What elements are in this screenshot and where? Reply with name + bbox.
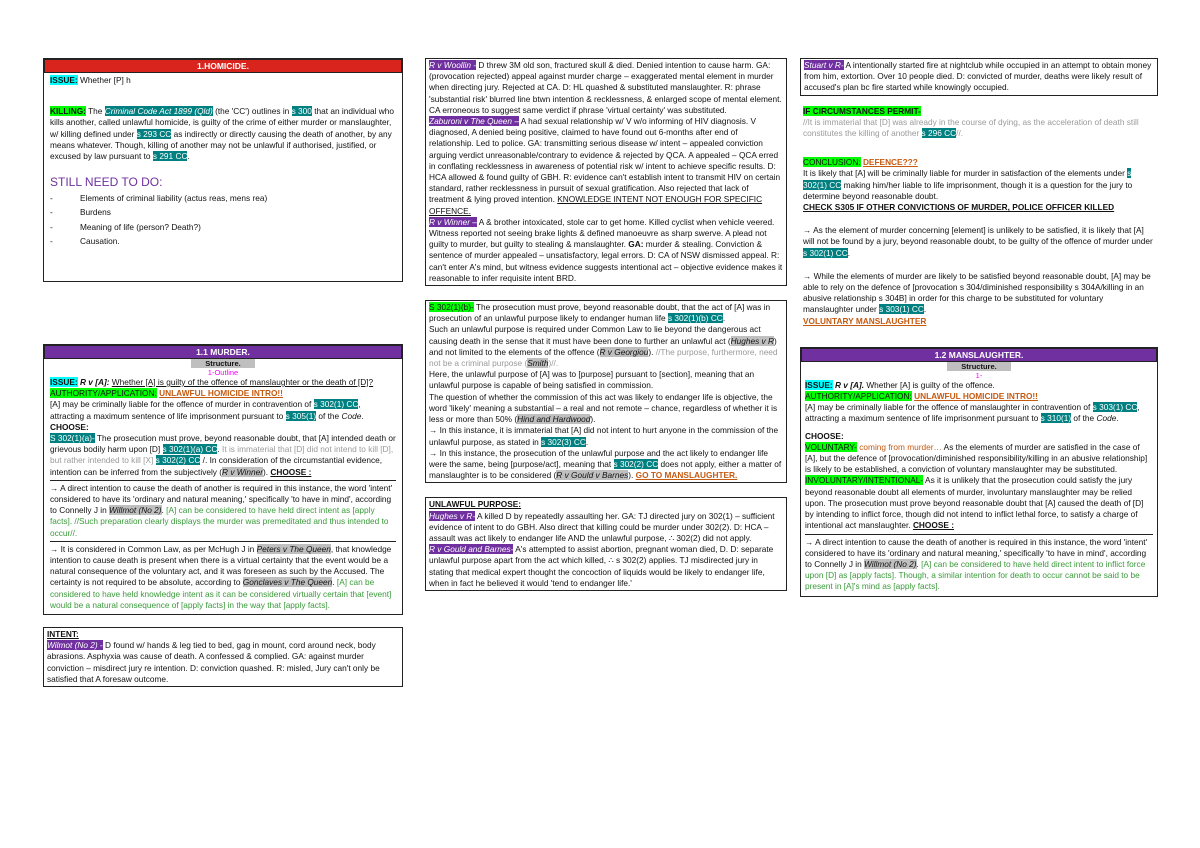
such-paragraph: Such an unlawful purpose is required under Common Law to lie beyond the dangerous act causing death in the sense that it must have been done to further an unlawful act (Hughes v R) and not limited to the elements of the offence (R v Georgiou). //The purpose, furthermore, need not be a criminal purpose (Smith)//. <box>429 324 778 369</box>
murder-issue: ISSUE: R v [A]: Whether [A] is guilty of the offence of manslaughter or the death of [D]? <box>50 377 374 387</box>
divider <box>805 534 1153 535</box>
conclusion-text: It is likely that [A] will be criminally liable for murder in satisfaction of the elements under s 302(1) CC making him/her liable to life imprisonment, though it is a question for the jury to determine beyond reasonable doubt. <box>803 168 1133 201</box>
homicide-issue: ISSUE: Whether [P] h <box>50 75 131 85</box>
list-item: - Causation. <box>50 235 120 246</box>
murder-section <box>43 344 403 615</box>
column-3 <box>800 58 1158 603</box>
direct-intent-paragraph: → A direct intention to cause the death of another is required in this instance, the word 'intent' considered to have its 'ordinary and natural meaning,' specifically 'to have in mind', according to Connelly J in Willmot (No 2). [A] can be considered to have held direct intent as [apply facts]. //Such preparation clearly displays the murder was premeditated and thus intended to occur//. <box>50 482 393 538</box>
structure-label: Structure. 1- <box>947 362 1011 380</box>
s302a-paragraph: S 302(1)(a)- The prosecution must prove, beyond reasonable doubt, that [A] intended death or grievous bodily harm upon [D] s 302(1)(a) CC. It is immaterial that [D] did not intend to kill [D], but rather intended to kill [X] s 302(2) CC /. In consideration of the circumstantial evidence, intention can be inferred from the subjectively (R v Winner). CHOOSE : <box>50 433 396 477</box>
hughes-case: Hughes v R- A killed D by repeatedly assaulting her. GA: TJ directed jury on 302(1) – sufficient evidence of intent to do GBH. Also direct that killing could be murder under 302(2). D: HCA –assault was act likely to endanger life AND the unlawful purpose, ∴ 302(2) did not apply. <box>429 510 775 543</box>
killing-paragraph: KILLING: The Criminal Code Act 1899 (Qld) (the 'CC') outlines in s 300 that an individual who kills another, called unlawful homicide, is guilty of the crime of either murder or manslaughter, w/ killing defined under s 293 CC as indirectly or directly causing the death of another, by any means whatever. Though, killing of another may not be unlawful if authorised, justified, or excused by law pursuant to s 291 CC. <box>50 106 394 162</box>
todo-list <box>50 193 396 247</box>
while-paragraph: → While the elements of murder are likely to be satisfied beyond reasonable doubt, [A] may be able to rely on the defence of [provocation s 304/diminished responsibility s 304A/killing in an abusive relationship s 304B] in order for this charge to be substituted for voluntary manslaughter under s 303(1) CC. <box>803 270 1151 315</box>
still-need-heading: STILL NEED TO DO: <box>50 175 163 190</box>
wilmot-case: Wilmot (No 2) - D found w/ hands & leg tied to bed, gag in mount, cord around neck, body abrasions. Asphyxia was cause of death. A confessed & complied. GA: against murder conviction – misdirect jury re intention. D: conviction quashed. R: misled, Jury can't only be satisfied that A foresaw outcome. <box>47 640 380 684</box>
unlawful-purpose-label: UNLAWFUL PURPOSE: <box>429 499 522 510</box>
woollin-case: R v Woollin - D threw 3M old son, fractured skull & died. Denied intention to cause harm. GA: (provocation rejected) appeal against murder charge – exaggerated mental element in murder when directing jury. Rejected at CA. D: HL quashed & substituted manslaughter. R: phrase 'substantial risk' blurred line btwn intention & recklessness, & enlarged scope of mental element. CA erroneous to suggest same verdict if phrase 'virtual certainty' was substituted. <box>429 60 782 115</box>
murder-liability: [A] may be criminally liable for the offence of murder in contravention of s 302(1) CC, attracting a maximum sentence of life imprisonment pursuant to s 305(1) of the Code. CHOOSE: <box>50 399 364 432</box>
divider <box>50 480 396 481</box>
manslaughter-issue: ISSUE: R v [A]. Whether [A] is guilty of the offence. <box>805 379 995 390</box>
manslaughter-header: 1.2 MANSLAUGHTER. <box>801 348 1157 362</box>
manslaughter-direct-paragraph: → A direct intention to cause the death of another is required in this instance, the word 'intent' considered to have its 'ordinary and natural meaning,' specifically 'to have in mind', according to Connelly J in Willmot (No 2). [A] can be considered to have held direct intent to inflict force upon [D] as [apply facts]. Though, a similar intention for death to occur cannot be said to be present in [A]'s mind as [apply facts]. <box>805 536 1148 592</box>
intent-cases-box <box>43 627 403 687</box>
goto-manslaughter-link: GO TO MANSLAUGHTER. <box>635 470 738 481</box>
instance2-paragraph: → In this instance, the prosecution of the unlawful purpose and the act likely to endanger life were the same, being [purpose/act], meaning that s 302(2) CC does not apply, either a matter of manslaughter is to be considered (R v Gould v Barnes). GO TO MANSLAUGHTER. <box>429 447 782 481</box>
murder-conclusion <box>800 106 1158 327</box>
murder-cases-box <box>425 58 787 286</box>
structure-label: Structure. 1-Outline <box>191 359 255 377</box>
voluntary-paragraph: VOLUNTARY- coming from murder… As the elements of murder are satisfied in the case of [A], but the defence of [provocation/diminished responsibility/killing in an abusive relationship] is likely to be established, a conviction of voluntary manslaughter may be substituted. <box>805 441 1148 475</box>
homicide-header: 1.HOMICIDE. <box>44 59 402 73</box>
winner-case: R v Winner – A & brother intoxicated, stole car to get home. Killed cyclist when vehicle veered. Witness reported not seeing brake lights & defined manoeuvre as sharp swerve. A plead not guilty to murder, but guilty to stealing & manslaughter. GA: murder & stealing. Conviction & sentence of murder appealed – unsatisfactory, legal errors. D: CA of NSW dismissed appeal. R: can't enter A's mind, but witness evidence suggests intentional act – objective evidence makes it reasonable to infer requisite intent BRD. <box>429 216 783 283</box>
stuart-case: Stuart v R- A intentionally started fire at nightclub while occupied in an attempt to obtain money from him, extortion. Over 10 people died. D: convicted of murder, deaths were likely result of accused's plan bc fire started while knowingly occupied. <box>804 60 1152 93</box>
list-item: - Meaning of life (person? Death?) <box>50 221 201 232</box>
gould-case: R v Gould and Barnes- A's attempted to assist abortion, pregnant woman died, D. D: separate unlawful purpose apart from the act which killed, ∴ s 302(2) applies. TJ misdirected jury in stating that medical expert thought the concoction of liquids would be likely to endanger life, when in fact he believed it would 'tend to endanger life.' <box>429 544 774 588</box>
check-s305: CHECK S305 IF OTHER CONVICTIONS OF MURDER, POLICE OFFICER KILLED <box>803 202 1115 213</box>
homicide-section <box>43 58 403 282</box>
element-paragraph: → As the element of murder concerning [element] is unlikely to be satisfied, it is likely that [A] will not be found by a jury, beyond reasonable doubt, to be guilty of the offence of murder under s 302(1) CC. <box>803 225 1153 258</box>
manslaughter-liability: [A] may be criminally liable for the offence of manslaughter in contravention of s 303(1) CC, attracting a maximum sentence of life imprisonment pursuant to s 310(1) of the Code. <box>805 402 1140 424</box>
divider <box>50 541 396 542</box>
manslaughter-choose: CHOOSE: <box>805 430 844 441</box>
s302b-box <box>425 300 787 483</box>
list-item: - Elements of criminal liability (actus reas, mens rea) <box>50 193 268 204</box>
stuart-box <box>800 58 1158 96</box>
instance1-paragraph: → In this instance, it is immaterial that [A] did not intent to hurt anyone in the commission of the unlawful purpose, as stated in s 302(3) CC. <box>429 425 779 447</box>
murder-authority: AUTHORITY/APPLICATION: UNLAWFUL HOMICIDE INTRO!! <box>50 388 283 399</box>
question-paragraph: The question of whether the commission of this act was likely to endanger life is objective, the word 'likely' meaning a substantial – a real and not remote – chance, regardless of whether it is less or more than 50% (Hind and Hardwood). <box>429 391 778 425</box>
column-2 <box>425 58 787 597</box>
manslaughter-authority: AUTHORITY/APPLICATION: UNLAWFUL HOMICIDE INTRO!! <box>805 391 1038 402</box>
involuntary-paragraph: INVOLUNTARY/INTENTIONAL- As it is unlikely that the prosecution could satisfy the jury beyond reasonable doubt all elements of murder, involuntary manslaughter may be relied upon. The prosecution must prove beyond reasonable doubt that [A] caused the death of [D] by intending to inflict force, though did not intend to inflict lethal force, to satisfy a charge of intentional act manslaughter. CHOOSE : <box>805 475 1144 531</box>
unlawful-purpose-box <box>425 497 787 591</box>
knowledge-intent-paragraph: → It is considered in Common Law, as per McHugh J in Peters v The Queen, that knowledge intention to cause death is present when there is a virtual certainty that the event would be a natural consequence of the voluntary act, and it was foreseen as such by the Accused. The certainty is not required to be absolute, according to Gonclaves v The Queen. [A] can be considered to have held knowledge intent as it can be considered virtually certain that [event] would be a natural consequence of [apply facts] in the way that [apply facts]. <box>50 543 392 610</box>
murder-header: 1.1 MURDER. <box>44 345 402 359</box>
if-circumstances-text: //It is immaterial that [D] was already in the course of dying, as the acceleration of death still constitutes the killing of another s 296 CC//. <box>803 116 1139 139</box>
here-paragraph: Here, the unlawful purpose of [A] was to [purpose] pursuant to [section], meaning that an unlawful purpose is capable of being satisfied in commission. <box>429 369 755 391</box>
voluntary-manslaughter-link: VOLUNTARY MANSLAUGHTER <box>803 315 927 326</box>
s302b-paragraph: S 302(1)(b)- The prosecution must prove, beyond reasonable doubt, that the act of [A] was in prosecution of an unlawful purpose likely to endanger human life s 302(1)(b) CC. <box>429 302 771 324</box>
manslaughter-section <box>800 347 1158 597</box>
zaburoni-case: Zaburoni v The Queen – A had sexual relationship w/ V w/o informing of HIV diagnosis. V diagnosed, A denied being positive, claimed to have found out 6-months after end of relationship. Led to police. GA: transmitting serious disease w/ intent – appealed conviction arguing verdict unreasonable/contrary to evidence & rejected by QCA. A appealed – QCA erred in conflating recklessness in awareness of potential risk w/ intent to achieve specific results. D: HCA allowed & found guilty of GBH. R: evidence can't establish intent to transmit HIV on certain standard, rather recklessness in pursuit of sexual gratification. Also rejected that lack of treatment & lying proved intention. KNOWLEDGE INTENT NOT ENOUGH FOR SPECIFIC OFFENCE. <box>429 116 781 216</box>
column-1 <box>43 58 403 693</box>
intent-label: INTENT: <box>47 629 79 640</box>
list-item: - Burdens <box>50 207 111 218</box>
if-circumstances: IF CIRCUMSTANCES PERMIT- <box>803 105 921 116</box>
conclusion-heading: CONCLUSION: DEFENCE??? <box>803 157 918 168</box>
